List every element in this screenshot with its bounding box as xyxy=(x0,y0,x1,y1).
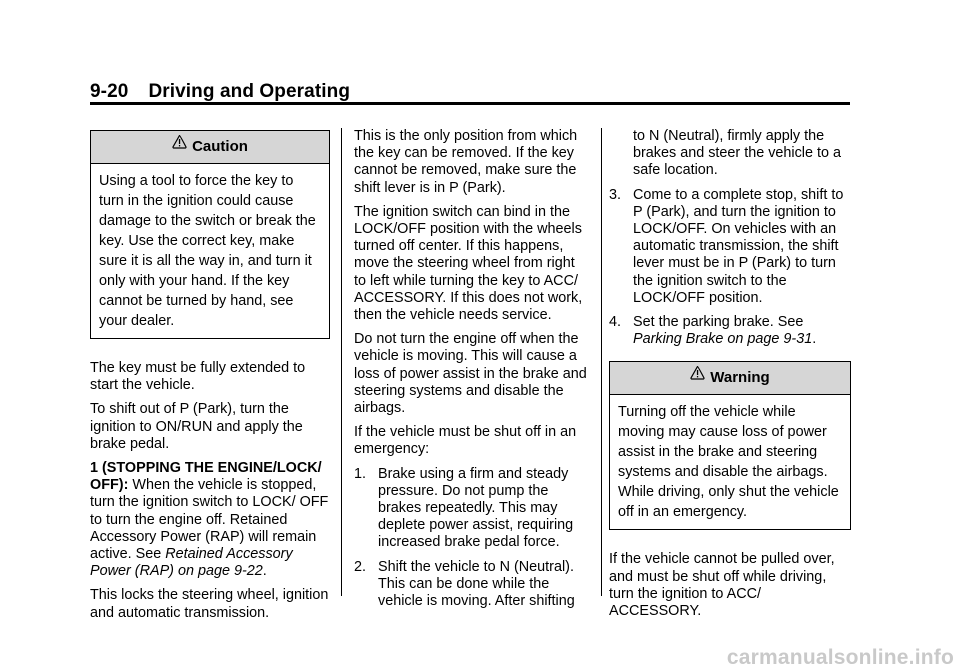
paragraph: To shift out of P (Park), turn the ignition to ON/RUN and apply the brake pedal. xyxy=(90,401,303,452)
list-item xyxy=(609,187,851,307)
warning-title: Warning xyxy=(710,369,770,387)
position-label: 1 (STOPPING THE ENGINE/LOCK/ OFF): xyxy=(90,460,322,494)
watermark: carmanualsonline.info xyxy=(726,646,954,669)
warning-box xyxy=(609,361,851,530)
list-number: 2. xyxy=(354,558,367,575)
column-divider-1 xyxy=(341,128,342,596)
paragraph: The key must be fully extended to start the vehicle. xyxy=(90,360,306,394)
list-number: 1. xyxy=(354,465,367,482)
cross-reference-link[interactable]: Retained Accessory Power (RAP) on page 9-22 xyxy=(90,546,293,580)
caution-body: Using a tool to force the key to turn in the ignition could cause damage to the switch or break the key. Use the correct key, make sure it is all the way in, and turn it only with your hand. If the key cannot be turned by hand, see your dealer. xyxy=(99,173,316,329)
alert-triangle-icon xyxy=(172,129,187,161)
caution-box xyxy=(90,130,330,339)
paragraph: This is the only position from which the key can be removed. If the key cannot be removed, make sure the shift lever is in P (Park). xyxy=(354,128,578,196)
list-text: Brake using a firm and steady pressure. Do not pump the brakes repeatedly. This may deplete power assist, requiring increased brake pedal force. xyxy=(378,465,574,551)
page-number: 9-20 xyxy=(90,81,129,102)
column-3 xyxy=(609,128,851,627)
paragraph: This locks the steering wheel, ignition and automatic transmission. xyxy=(90,587,329,621)
column-2 xyxy=(354,128,590,617)
alert-triangle-icon xyxy=(690,360,705,392)
column-1 xyxy=(90,130,330,629)
cross-reference-link[interactable]: Parking Brake on page 9-31 xyxy=(633,331,813,348)
list-item xyxy=(354,559,590,611)
paragraph: If the vehicle cannot be pulled over, and must be shut off while driving, turn the ignition to ACC/ ACCESSORY. xyxy=(609,551,835,620)
list-item xyxy=(609,314,851,348)
list-text xyxy=(633,314,851,348)
paragraph: The ignition switch can bind in the LOCK/OFF position with the wheels turned off center. If this happens, move the steering wheel from right to left while turning the key to ACC/ ACCESSORY. If this does not work, then the vehicle needs service. xyxy=(354,203,583,324)
paragraph-stopping-engine xyxy=(90,460,330,580)
paragraph: Do not turn the engine off when the vehicle is moving. This will cause a loss of power assist in the brake and steering systems and disable the airbags. xyxy=(354,331,587,417)
list-continuation: to N (Neutral), firmly apply the brakes and steer the vehicle to a safe location. xyxy=(633,128,841,179)
list-item xyxy=(354,466,590,552)
warning-header xyxy=(610,362,850,395)
list-number: 3. xyxy=(609,186,622,203)
caution-title: Caution xyxy=(192,138,248,155)
list-text: Come to a complete stop, shift to P (Park), and turn the ignition to LOCK/OFF. On vehicles with an automatic transmission, the shift lever must be in P (Park) to turn the ignition switch to the LOCK/OFF position. xyxy=(633,186,844,306)
list-text: Shift the vehicle to N (Neutral). This can be done while the vehicle is moving. After shifting xyxy=(378,558,575,610)
caution-header xyxy=(91,131,329,164)
list-number: 4. xyxy=(609,314,622,331)
paragraph: If the vehicle must be shut off in an emergency: xyxy=(354,424,577,458)
list-text-part: Set the parking brake. See xyxy=(633,314,804,331)
section-title: Driving and Operating xyxy=(148,81,351,102)
page-header xyxy=(90,81,350,103)
warning-body: Turning off the vehicle while moving may cause loss of power assist in the brake and steering systems and disable the airbags. While driving, only shut the vehicle off in an emergency. xyxy=(618,404,839,521)
column-divider-2 xyxy=(601,128,602,596)
punctuation: . xyxy=(262,563,267,580)
header-rule xyxy=(90,102,850,105)
punctuation: . xyxy=(812,331,817,348)
paragraph-text: When the vehicle is stopped, turn the ignition switch to LOCK/ OFF to turn the engine off. Retained Accessory Power (RAP) will remain active. See xyxy=(90,477,329,563)
